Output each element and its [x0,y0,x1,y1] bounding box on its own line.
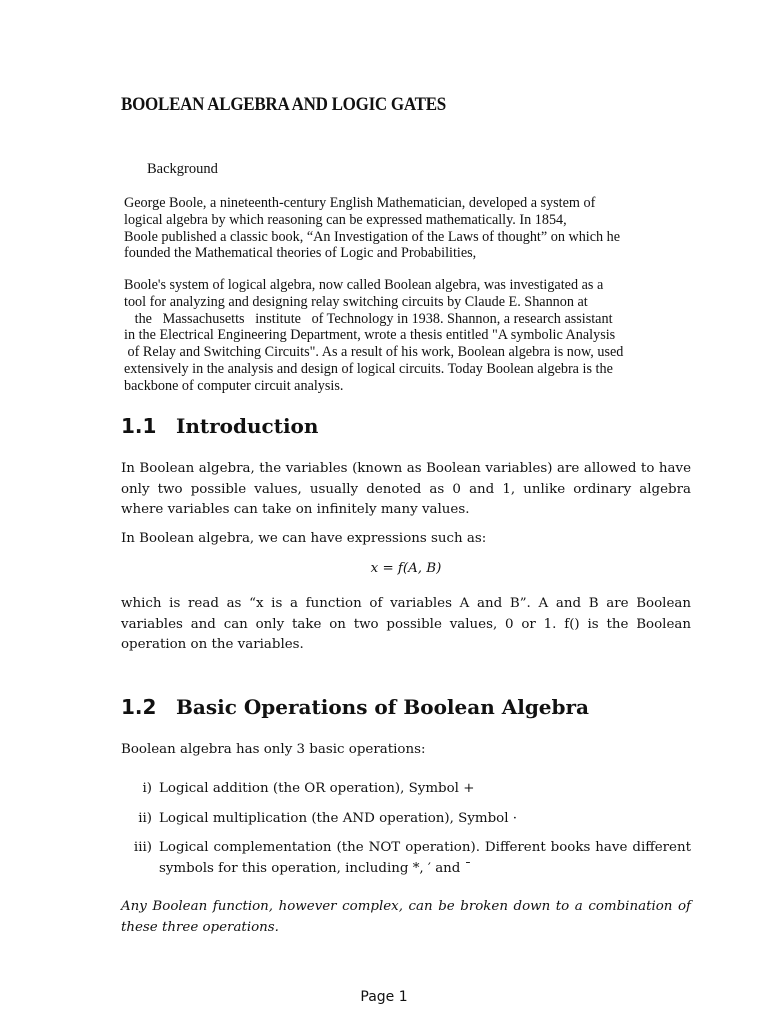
list-item-text: Logical complementation (the NOT operation). Different books have different symbols for this operation, including *, ′ and ¯ [159,840,691,876]
list-item-text: Logical addition (the OR operation), Symbol + [159,781,475,796]
list-item [121,779,691,800]
formula: x = f(A, B) [370,561,442,576]
section-title: Basic Operations of Boolean Algebra [176,695,590,719]
background-heading: Background [147,161,218,177]
list-marker: i) [142,781,152,796]
page-number: Page 1 [360,989,408,1005]
section-title: Introduction [176,414,319,438]
text-line: of Relay and Switching Circuits". As a result of his work, Boolean algebra is now, used [124,344,624,361]
section-number: 1.1 [121,414,157,438]
intro-paragraph-3: which is read as “x is a function of variables A and B”. A and B are Boolean variables and can only take on two possible values, 0 or 1. f() is the Boolean operation on the variables. [121,596,691,653]
section-number: 1.2 [121,695,157,719]
intro-paragraph-1: In Boolean algebra, the variables (known as Boolean variables) are allowed to have only two possible values, usually denoted as 0 and 1, unlike ordinary algebra where variables can take on infinitely many values. [121,461,691,518]
text-line: the Massachusetts institute of Technology in 1938. Shannon, a research assistant [124,310,613,327]
intro-paragraph-2: In Boolean algebra, we can have expressions such as: [121,531,487,546]
list-marker: iii) [133,840,152,856]
text-line: extensively in the analysis and design of logical circuits. Today Boolean algebra is the [124,360,613,377]
section-heading-introduction [121,414,318,438]
text-line: logical algebra by which reasoning can be expressed mathematically. In 1854, [124,211,567,228]
list-item-text: Logical multiplication (the AND operation), Symbol · [159,810,518,826]
background-paragraph-2 [124,277,684,395]
document-title: BOOLEAN ALGEBRA AND LOGIC GATES [121,95,446,115]
operations-list [121,779,691,888]
list-item [121,809,691,830]
closing-statement: Any Boolean function, however complex, can be broken down to a combination of these three operations. [121,899,691,935]
section-heading-basic-operations [121,695,589,719]
operations-intro: Boolean algebra has only 3 basic operations: [121,742,426,757]
text-line: Boole published a classic book, “An Investigation of the Laws of thought” on which he [124,228,621,245]
text-line: backbone of computer circuit analysis. [124,377,344,394]
list-marker: ii) [138,810,152,826]
text-line: Boole's system of logical algebra, now called Boolean algebra, was investigated as a [124,277,604,293]
text-line: George Boole, a nineteenth-century English Mathematician, developed a system of [124,195,596,211]
list-item [121,838,691,879]
text-line: in the Electrical Engineering Department, wrote a thesis entitled "A symbolic Analysis [124,327,616,344]
text-line: founded the Mathematical theories of Logic and Probabilities, [124,245,477,262]
background-paragraph-1 [124,195,684,262]
text-line: tool for analyzing and designing relay switching circuits by Claude E. Shannon at [124,293,588,310]
